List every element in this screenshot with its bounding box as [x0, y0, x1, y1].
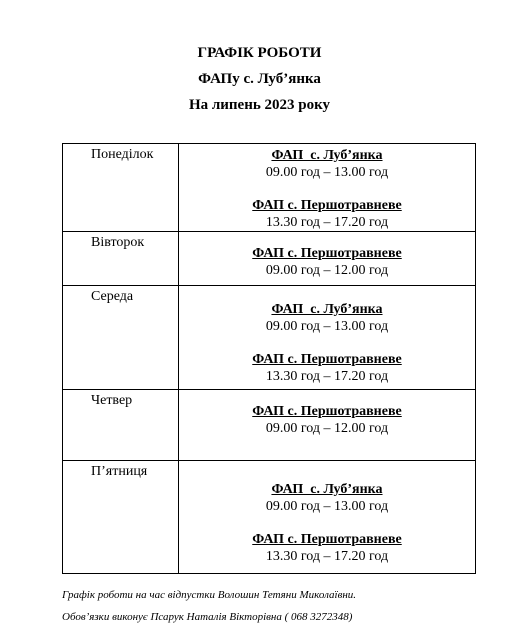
slot-time: 09.00 год – 12.00 год — [265, 421, 389, 436]
schedule-row-thursday — [63, 390, 476, 461]
schedule-row-wednesday — [63, 286, 476, 390]
day-slots — [179, 286, 476, 390]
slot-place: ФАП с. Першотравневе — [252, 246, 402, 261]
schedule-row-monday — [63, 144, 476, 232]
slot-time: 09.00 год – 12.00 год — [265, 263, 389, 278]
document-header — [0, 40, 519, 118]
slot-place: ФАП с. Луб’янка — [271, 482, 383, 497]
schedule-period: На липень 2023 року — [188, 97, 331, 113]
substitute-note: Обов’язки виконує Псарук Наталія Вікторівна ( 068 3272348) — [62, 611, 353, 623]
day-name: Середа — [63, 286, 179, 390]
schedule-row-tuesday — [63, 232, 476, 286]
day-name: П’ятниця — [63, 461, 179, 574]
schedule-table — [62, 143, 476, 574]
day-slots — [179, 461, 476, 574]
day-name: Четвер — [63, 390, 179, 461]
slot-time: 13.30 год – 17.20 год — [265, 549, 389, 564]
slot-time: 13.30 год – 17.20 год — [265, 369, 389, 384]
facility-name: ФАПу с. Луб’янка — [198, 71, 321, 87]
day-name: Вівторок — [63, 232, 179, 286]
slot-time: 13.30 год – 17.20 год — [265, 215, 389, 230]
vacation-note: Графік роботи на час відпустки Волошин Тетяни Миколаївни. — [62, 589, 357, 601]
document-title: ГРАФІК РОБОТИ — [197, 45, 322, 61]
slot-time: 09.00 год – 13.00 год — [265, 165, 389, 180]
slot-time: 09.00 год – 13.00 год — [265, 319, 389, 334]
day-name: Понеділок — [63, 144, 179, 232]
slot-time: 09.00 год – 13.00 год — [265, 499, 389, 514]
day-slots — [179, 232, 476, 286]
day-slots — [179, 390, 476, 461]
slot-place: ФАП с. Першотравневе — [252, 532, 402, 547]
day-slots — [179, 144, 476, 232]
slot-place: ФАП с. Першотравневе — [252, 352, 402, 367]
slot-place: ФАП с. Луб’янка — [271, 148, 383, 163]
slot-place: ФАП с. Першотравневе — [252, 404, 402, 419]
slot-place: ФАП с. Першотравневе — [252, 198, 402, 213]
slot-place: ФАП с. Луб’янка — [271, 302, 383, 317]
schedule-row-friday — [63, 461, 476, 574]
